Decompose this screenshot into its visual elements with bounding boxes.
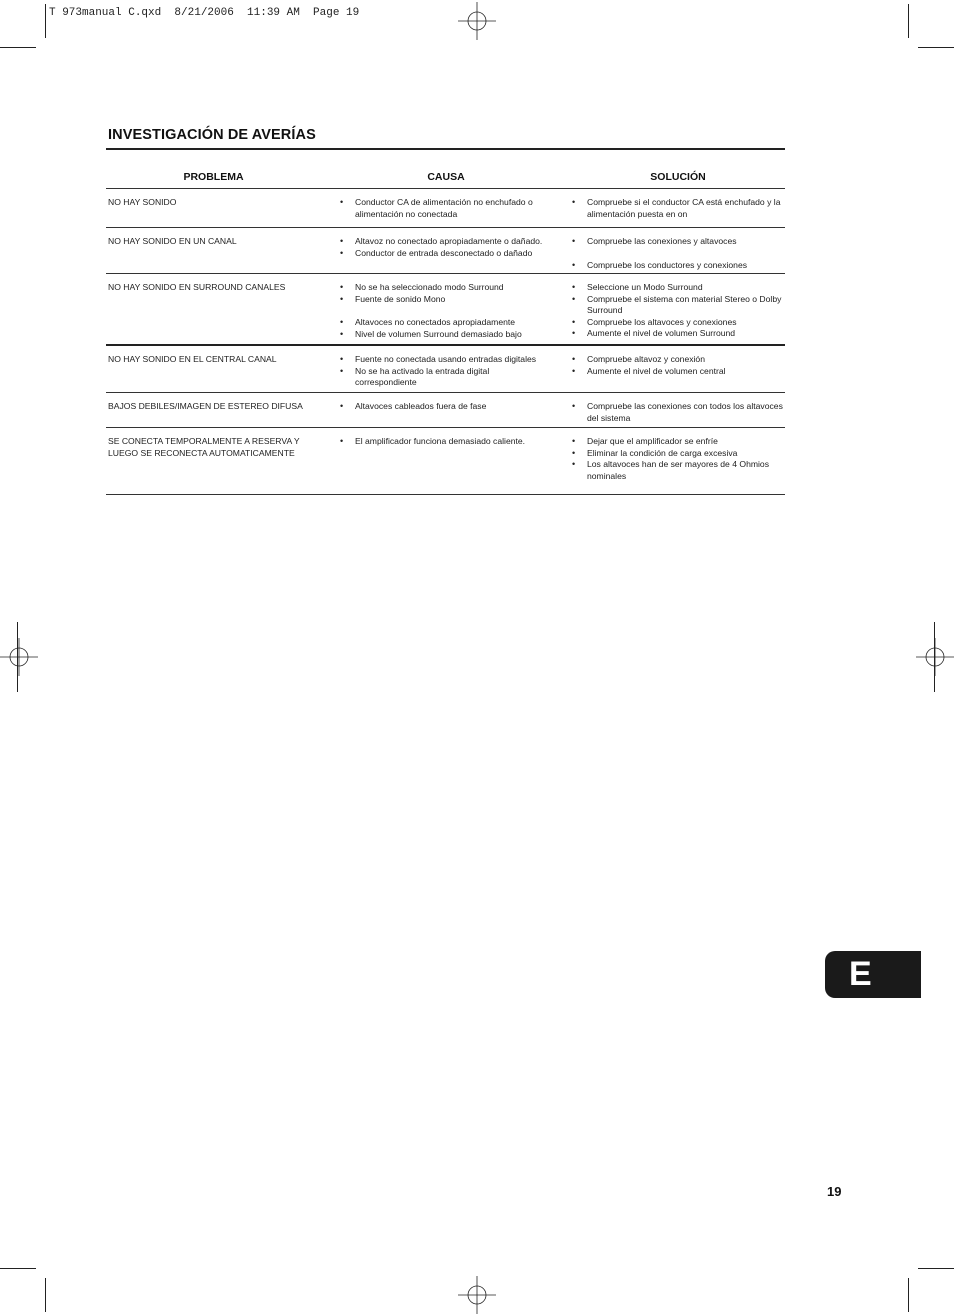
problem-cell: SE CONECTA TEMPORALMENTE A RESERVA Y LUEGO SE RECONECTA AUTOMATICAMENTE — [108, 436, 300, 458]
cause-item: • Nivel de volumen Surround demasiado bajo — [340, 329, 552, 341]
page-number: 19 — [827, 1184, 842, 1199]
cause-list — [340, 354, 552, 389]
registration-mark-icon — [458, 2, 496, 40]
cause-item: • No se ha activado la entrada digital correspondiente — [340, 366, 552, 389]
problem-cell: NO HAY SONIDO EN UN CANAL — [108, 236, 237, 246]
cause-list — [340, 401, 552, 413]
cause-item: • Altavoces no conectados apropiadamente — [340, 317, 552, 329]
solution-item: • Aumente el nivel de volumen Surround — [572, 328, 784, 340]
table-row — [106, 227, 785, 273]
solution-item: • Compruebe los altavoces y conexiones — [572, 317, 784, 329]
crop-mark — [934, 622, 935, 692]
cause-list — [340, 236, 552, 259]
solution-item: • Dejar que el amplificador se enfríe — [572, 436, 784, 448]
crop-mark — [0, 1268, 36, 1269]
crop-mark — [0, 47, 36, 48]
crop-mark — [45, 4, 46, 38]
solution-item: • Compruebe el sistema con material Stereo o Dolby Surround — [572, 294, 784, 317]
cause-item: • No se ha seleccionado modo Surround — [340, 282, 552, 294]
cause-item: • Fuente de sonido Mono — [340, 294, 552, 306]
print-slug: T 973manual C.qxd 8/21/2006 11:39 AM Page 19 — [49, 7, 360, 19]
registration-mark-icon — [916, 638, 954, 676]
cause-item: • Conductor de entrada desconectado o dañado — [340, 248, 552, 260]
header-causa: CAUSA — [427, 171, 465, 183]
crop-mark — [918, 1268, 954, 1269]
solution-item: • Compruebe las conexiones y altavoces — [572, 236, 784, 248]
crop-mark — [918, 47, 954, 48]
solution-list — [572, 236, 784, 271]
solution-item: • Aumente el nivel de volumen central — [572, 366, 784, 378]
cause-item: • Altavoz no conectado apropiadamente o dañado. — [340, 236, 552, 248]
page-title: INVESTIGACIÓN DE AVERÍAS — [108, 127, 316, 143]
solution-list — [572, 354, 784, 377]
table-row — [106, 427, 785, 495]
header-problema: PROBLEMA — [183, 171, 244, 183]
solution-list — [572, 282, 784, 340]
problem-cell: NO HAY SONIDO EN SURROUND CANALES — [108, 282, 286, 292]
language-tab: E — [825, 951, 921, 998]
problem-cell: NO HAY SONIDO EN EL CENTRAL CANAL — [108, 354, 277, 364]
cause-item: • Altavoces cableados fuera de fase — [340, 401, 552, 413]
solution-list — [572, 197, 784, 220]
crop-mark — [908, 1278, 909, 1312]
cause-list — [340, 282, 552, 340]
registration-mark-icon — [0, 638, 38, 676]
cause-item: • El amplificador funciona demasiado caliente. — [340, 436, 552, 448]
crop-mark — [45, 1278, 46, 1312]
problem-cell: BAJOS DEBILES/IMAGEN DE ESTEREO DIFUSA — [108, 401, 303, 411]
solution-list — [572, 436, 784, 482]
troubleshooting-table — [106, 164, 785, 495]
solution-item: • Eliminar la condición de carga excesiva — [572, 448, 784, 460]
solution-item: • Compruebe si el conductor CA está enchufado y la alimentación puesta en on — [572, 197, 784, 220]
cause-item: • Fuente no conectada usando entradas digitales — [340, 354, 552, 366]
solution-item: • Los altavoces han de ser mayores de 4 Ohmios nominales — [572, 459, 784, 482]
title-rule — [106, 148, 785, 150]
table-row — [106, 273, 785, 344]
registration-mark-icon — [458, 1276, 496, 1314]
problem-cell: NO HAY SONIDO — [108, 197, 177, 207]
crop-mark — [17, 622, 18, 692]
cause-list — [340, 436, 552, 448]
solution-item: • Seleccione un Modo Surround — [572, 282, 784, 294]
header-solucion: SOLUCIÓN — [650, 171, 706, 183]
cause-item: • Conductor CA de alimentación no enchufado o alimentación no conectada — [340, 197, 552, 220]
table-header — [106, 164, 785, 188]
solution-item: • Compruebe las conexiones con todos los altavoces del sistema — [572, 401, 784, 424]
table-row — [106, 188, 785, 227]
solution-list — [572, 401, 784, 424]
solution-item: • Compruebe los conductores y conexiones — [572, 260, 784, 272]
crop-mark — [908, 4, 909, 38]
table-row — [106, 344, 785, 392]
solution-item: • Compruebe altavoz y conexión — [572, 354, 784, 366]
cause-list — [340, 197, 552, 220]
table-row — [106, 392, 785, 427]
